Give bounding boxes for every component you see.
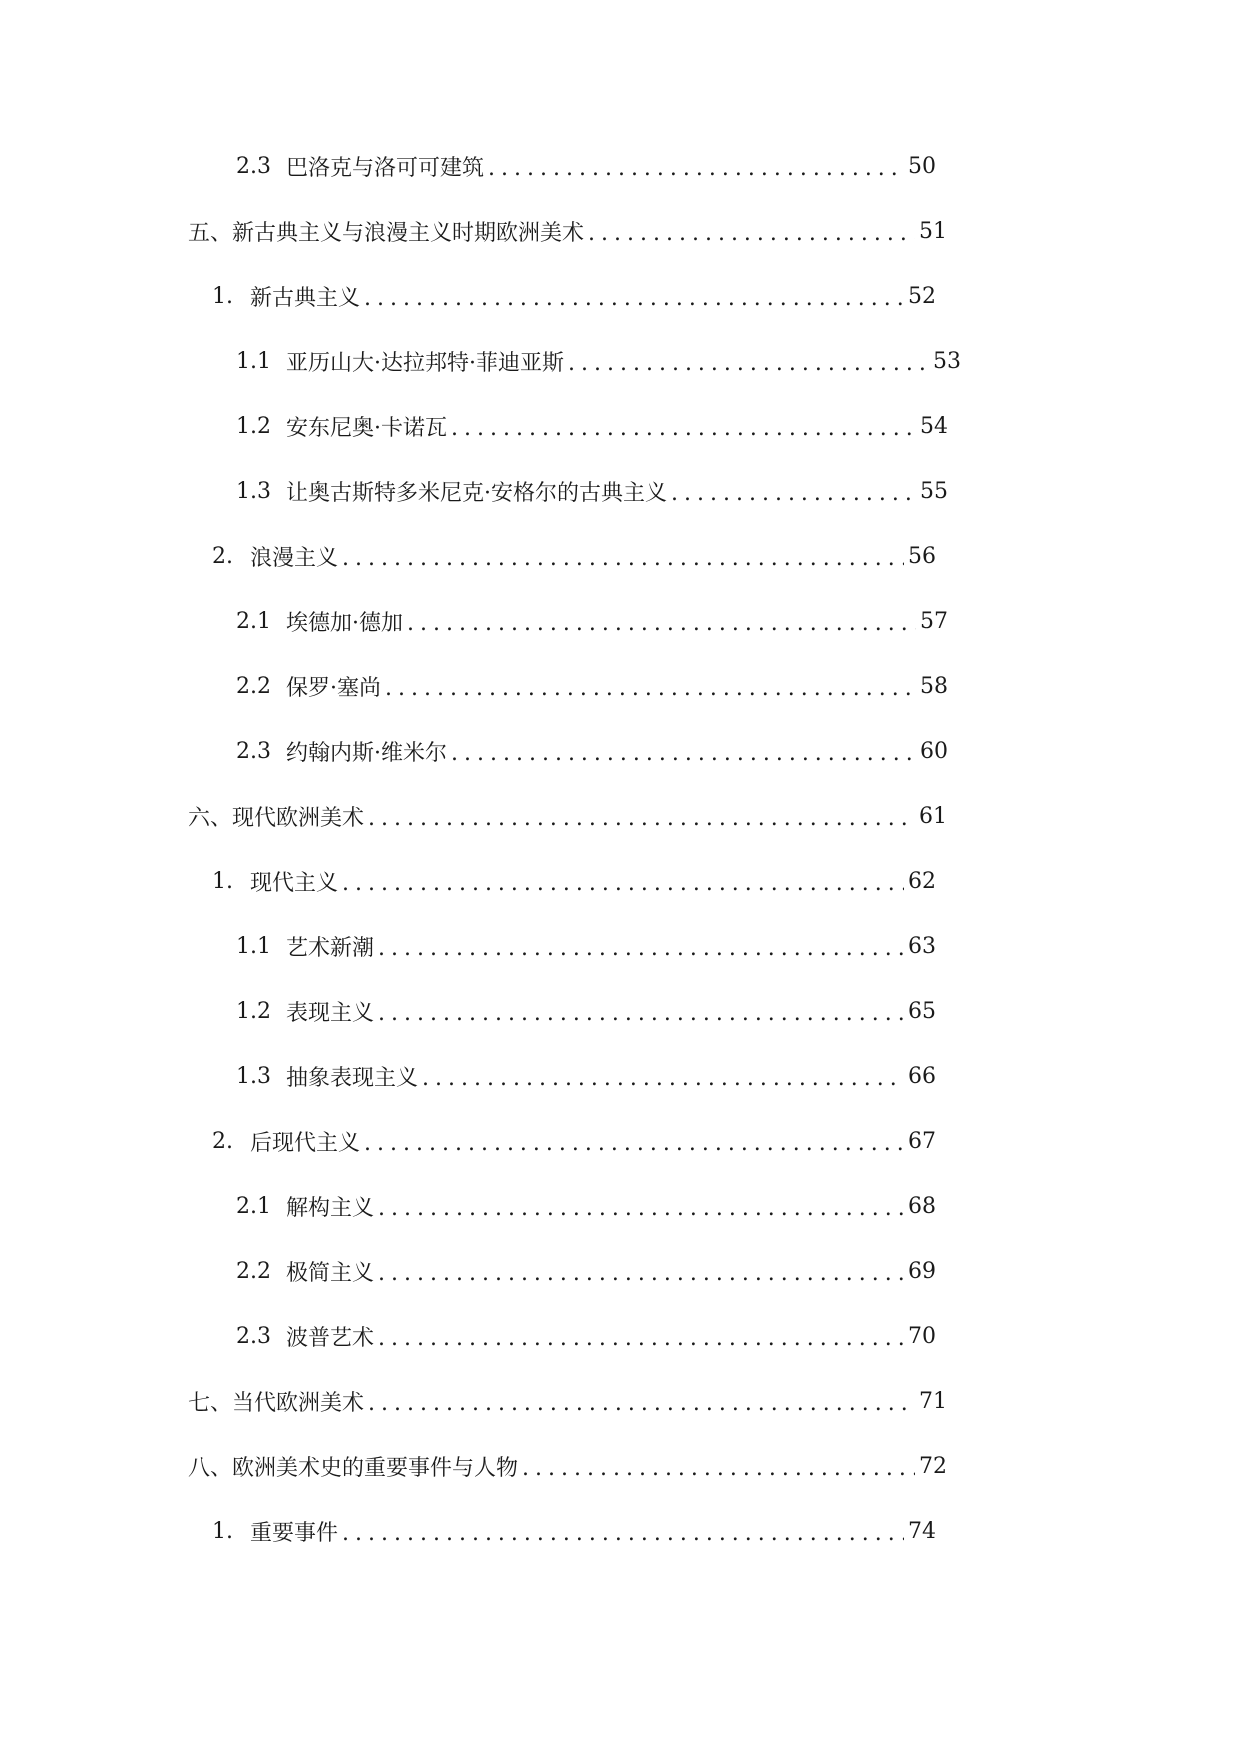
entry-title: 七、当代欧洲美术: [188, 1390, 365, 1416]
toc-entry[interactable]: [236, 1186, 936, 1226]
page-number: 50: [908, 153, 936, 179]
page-number: 61: [919, 803, 947, 829]
entry-number: 1.3: [236, 478, 271, 504]
entry-title: 让奥古斯特多米尼克·安格尔的古典主义: [286, 480, 667, 506]
dot-leader: [378, 1261, 904, 1286]
entry-title: 重要事件: [250, 1520, 339, 1546]
entry-title: 波普艺术: [286, 1325, 375, 1351]
page-number: 74: [908, 1518, 936, 1544]
entry-title: 保罗·塞尚: [286, 675, 381, 701]
toc-entry[interactable]: [236, 1316, 936, 1356]
page-number: 66: [908, 1063, 936, 1089]
entry-number: 2.3: [236, 738, 271, 764]
entry-number: 2.3: [236, 1323, 271, 1349]
entry-number: 1.2: [236, 998, 271, 1024]
dot-leader: [364, 1131, 904, 1156]
entry-title: 浪漫主义: [250, 545, 339, 571]
page-number: 71: [919, 1388, 947, 1414]
toc-entry[interactable]: [236, 666, 948, 706]
page-number: 62: [908, 868, 936, 894]
dot-leader: [378, 1196, 904, 1221]
dot-leader: [522, 1456, 915, 1481]
dot-leader: [368, 1391, 915, 1416]
dot-leader: [451, 741, 916, 766]
entry-number: 2.: [212, 1128, 233, 1154]
entry-title: 表现主义: [286, 1000, 375, 1026]
entry-title: 极简主义: [286, 1260, 375, 1286]
entry-title: 现代主义: [250, 870, 339, 896]
page-number: 53: [933, 348, 961, 374]
entry-title: 埃德加·德加: [286, 610, 403, 636]
page-number: 67: [908, 1128, 936, 1154]
entry-number: 1.3: [236, 1063, 271, 1089]
entry-number: 2.: [212, 543, 233, 569]
toc-entry[interactable]: [236, 341, 961, 381]
toc-entry[interactable]: [188, 796, 947, 836]
toc-entry[interactable]: [212, 1121, 936, 1161]
dot-leader: [671, 481, 916, 506]
page-number: 60: [920, 738, 948, 764]
toc-entry[interactable]: [188, 1446, 947, 1486]
page-number: 69: [908, 1258, 936, 1284]
toc-entry[interactable]: [188, 1381, 947, 1421]
toc-entry[interactable]: [212, 536, 936, 576]
entry-number: 1.: [212, 283, 233, 309]
dot-leader: [422, 1066, 904, 1091]
dot-leader: [378, 1326, 904, 1351]
dot-leader: [568, 351, 929, 376]
dot-leader: [342, 1521, 904, 1546]
dot-leader: [342, 871, 904, 896]
entry-number: 1.: [212, 868, 233, 894]
entry-title: 艺术新潮: [286, 935, 375, 961]
page-number: 68: [908, 1193, 936, 1219]
dot-leader: [378, 936, 904, 961]
dot-leader: [588, 221, 915, 246]
entry-title: 五、新古典主义与浪漫主义时期欧洲美术: [188, 220, 585, 246]
entry-number: 2.1: [236, 1193, 271, 1219]
entry-title: 八、欧洲美术史的重要事件与人物: [188, 1455, 519, 1481]
dot-leader: [378, 1001, 904, 1026]
page-number: 65: [908, 998, 936, 1024]
entry-number: 1.: [212, 1518, 233, 1544]
entry-title: 抽象表现主义: [286, 1065, 419, 1091]
toc-entry[interactable]: [236, 731, 948, 771]
entry-title: 解构主义: [286, 1195, 375, 1221]
entry-number: 1.2: [236, 413, 271, 439]
dot-leader: [488, 156, 904, 181]
toc-entry[interactable]: [188, 211, 947, 251]
entry-title: 新古典主义: [250, 285, 361, 311]
dot-leader: [342, 546, 904, 571]
entry-title: 后现代主义: [250, 1130, 361, 1156]
page-number: 55: [920, 478, 948, 504]
page-number: 57: [920, 608, 948, 634]
entry-number: 2.2: [236, 1258, 271, 1284]
entry-number: 2.2: [236, 673, 271, 699]
page-number: 58: [920, 673, 948, 699]
dot-leader: [407, 611, 916, 636]
entry-number: 1.1: [236, 348, 271, 374]
page-number: 52: [908, 283, 936, 309]
page-number: 51: [919, 218, 947, 244]
page-number: 63: [908, 933, 936, 959]
toc-entry[interactable]: [236, 601, 948, 641]
page-number: 70: [908, 1323, 936, 1349]
toc-entry[interactable]: [212, 861, 936, 901]
entry-number: 2.3: [236, 153, 271, 179]
entry-number: 2.1: [236, 608, 271, 634]
toc-entry[interactable]: [212, 276, 936, 316]
page-number: 54: [920, 413, 948, 439]
page-number: 72: [919, 1453, 947, 1479]
entry-title: 安东尼奥·卡诺瓦: [286, 415, 447, 441]
toc-entry[interactable]: [236, 406, 948, 446]
toc-entry[interactable]: [236, 1251, 936, 1291]
dot-leader: [451, 416, 916, 441]
toc-entry[interactable]: [236, 991, 936, 1031]
entry-number: 1.1: [236, 933, 271, 959]
dot-leader: [368, 806, 915, 831]
toc-entry[interactable]: [236, 1056, 936, 1096]
entry-title: 巴洛克与洛可可建筑: [286, 155, 485, 181]
toc-entry[interactable]: [236, 471, 948, 511]
entry-title: 约翰内斯·维米尔: [286, 740, 447, 766]
dot-leader: [385, 676, 916, 701]
dot-leader: [364, 286, 904, 311]
entry-title: 六、现代欧洲美术: [188, 805, 365, 831]
entry-title: 亚历山大·达拉邦特·菲迪亚斯: [286, 350, 564, 376]
toc-entry[interactable]: [236, 926, 936, 966]
toc-entry[interactable]: [236, 146, 936, 186]
toc-entry[interactable]: [212, 1511, 936, 1551]
page-number: 56: [908, 543, 936, 569]
